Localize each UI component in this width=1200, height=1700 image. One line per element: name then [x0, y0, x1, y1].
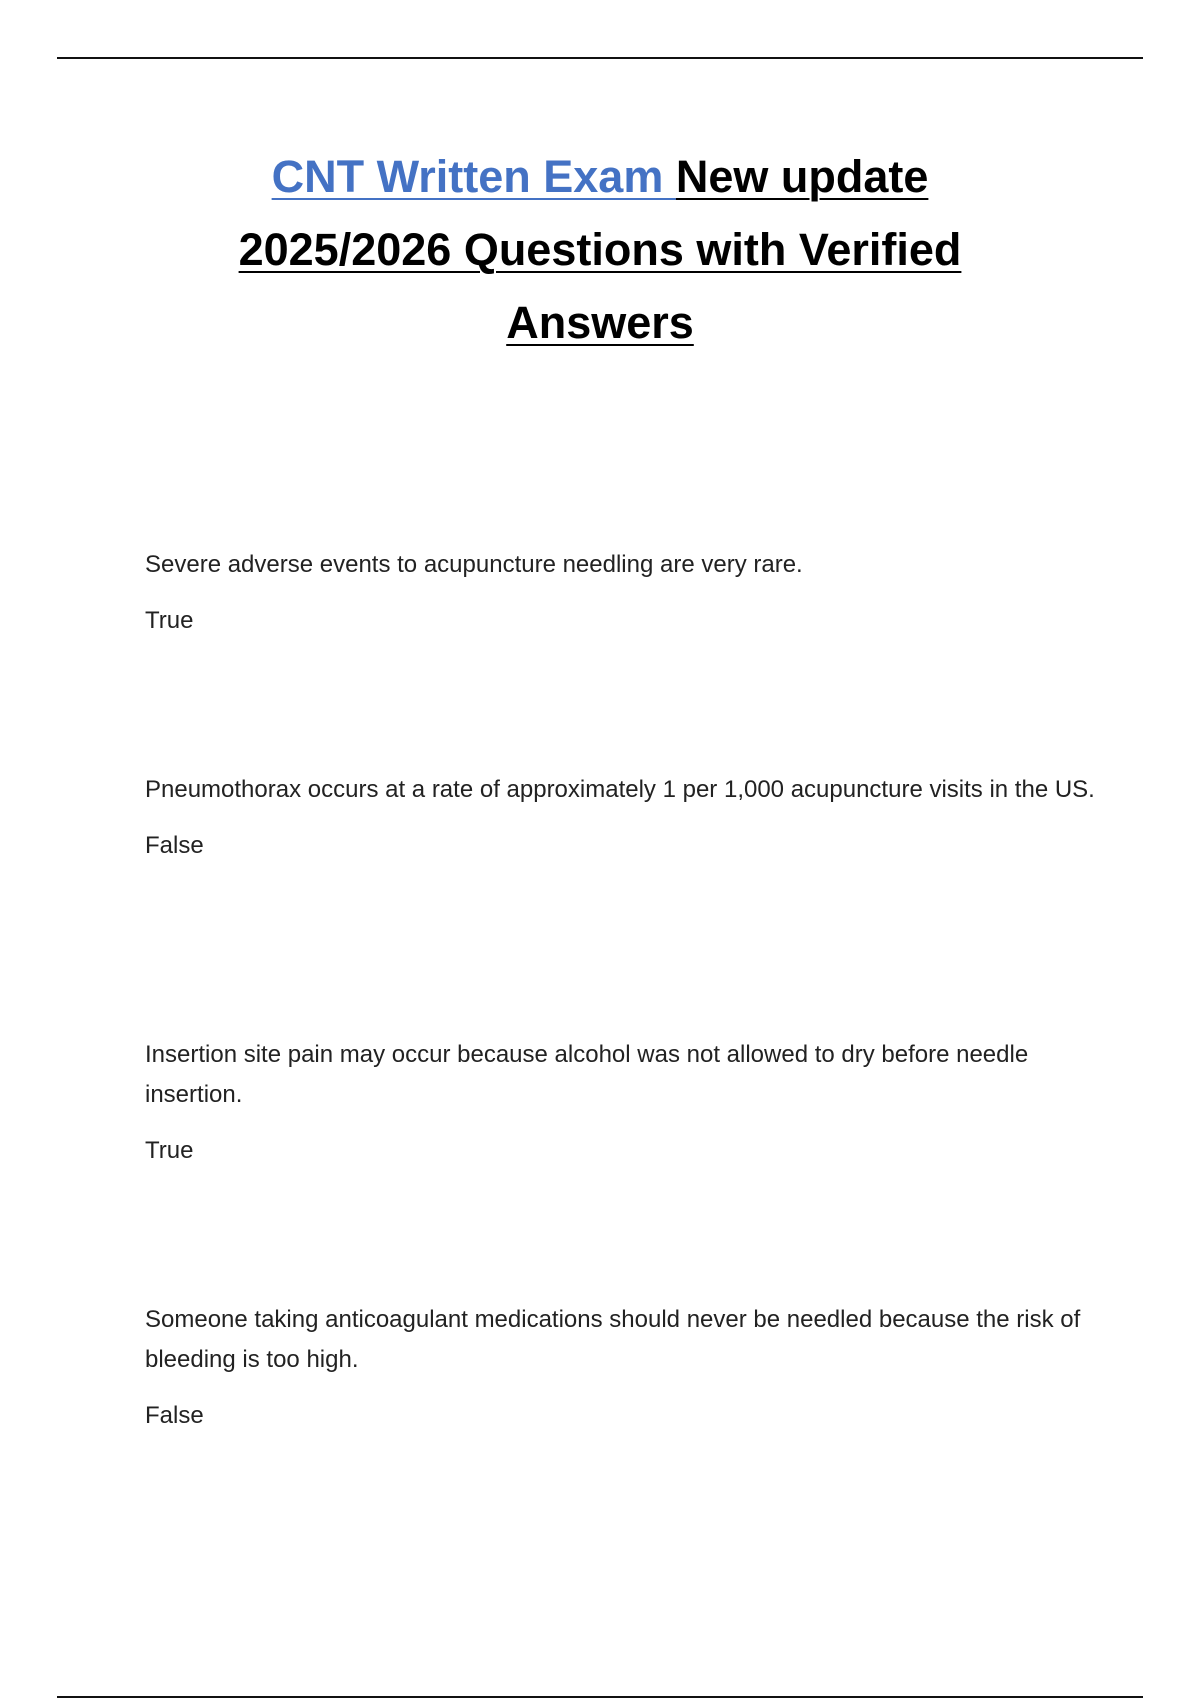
title-line-1 — [100, 140, 1100, 213]
answer-text: True — [145, 607, 194, 634]
qa-item — [145, 1035, 1095, 1171]
title-line-3 — [100, 286, 1100, 359]
answer-text: False — [145, 832, 204, 859]
footer-rule — [57, 1696, 1143, 1698]
title-text-1: New update — [675, 151, 929, 202]
title-text-2: 2025/2026 Questions with Verified — [238, 224, 962, 275]
title-line-2 — [100, 213, 1100, 286]
question-text: Pneumothorax occurs at a rate of approximately 1 per 1,000 acupuncture visits in the US. — [145, 776, 1095, 803]
answer-text: True — [145, 1137, 194, 1164]
question-text: Insertion site pain may occur because alcohol was not allowed to dry before needle insertion. — [145, 1041, 1029, 1108]
title-link[interactable]: CNT Written Exam — [271, 151, 676, 202]
header-rule — [57, 57, 1143, 59]
question-text: Someone taking anticoagulant medications should never be needled because the risk of bleeding is too high. — [145, 1306, 1081, 1373]
qa-item — [145, 770, 1095, 866]
question-text: Severe adverse events to acupuncture needling are very rare. — [145, 551, 803, 578]
qa-item — [145, 1300, 1095, 1436]
title-text-3: Answers — [506, 297, 694, 348]
qa-item — [145, 545, 1095, 641]
answer-text: False — [145, 1402, 204, 1429]
document-title — [100, 140, 1100, 359]
